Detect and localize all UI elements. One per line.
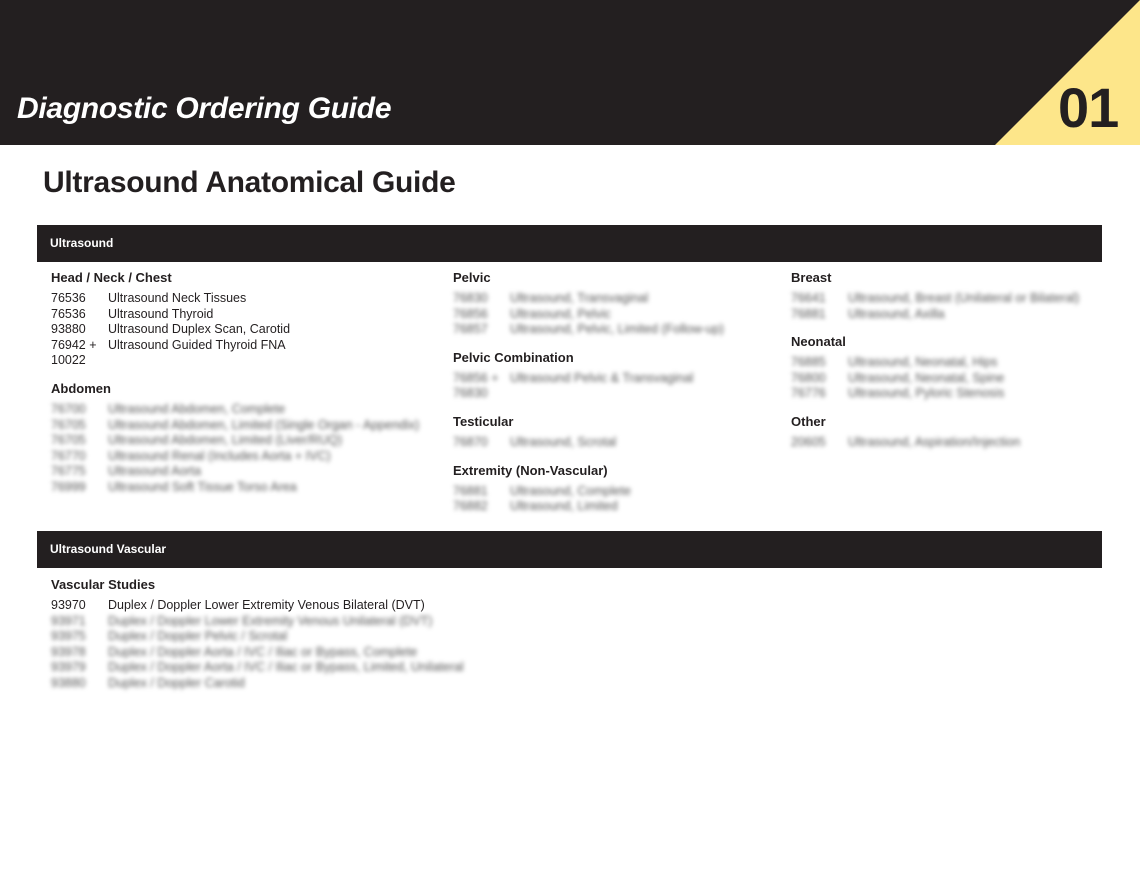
column-1 <box>51 270 419 508</box>
code-list <box>51 291 419 369</box>
cpt-code: 76830 <box>453 386 488 401</box>
column-vascular <box>51 577 464 704</box>
cpt-code: 76536 <box>51 306 86 321</box>
code-row <box>51 338 419 354</box>
code-list <box>51 598 464 692</box>
cpt-code: 76942 + <box>51 337 97 352</box>
code-row <box>51 598 464 614</box>
code-list <box>453 435 724 451</box>
procedure-description: Ultrasound, Aspiration/Injection <box>848 434 1021 449</box>
code-list <box>51 402 419 496</box>
cpt-code: 76770 <box>51 448 86 463</box>
cpt-code: 76999 <box>51 479 86 494</box>
code-row <box>453 386 724 402</box>
code-row <box>51 402 419 418</box>
code-row <box>453 435 724 451</box>
section-label: Ultrasound <box>50 236 114 250</box>
procedure-description: Ultrasound Abdomen, Complete <box>108 401 286 416</box>
cpt-code: 76885 <box>791 355 826 370</box>
code-row <box>51 353 419 369</box>
code-row <box>453 499 724 515</box>
procedure-description: Ultrasound Neck Tissues <box>108 291 247 305</box>
group-title: Vascular Studies <box>51 577 156 592</box>
procedure-description: Duplex / Doppler Aorta / IVC / Iliac or Bypass, Complete <box>108 644 418 659</box>
procedure-description: Ultrasound Thyroid <box>108 306 214 321</box>
cpt-code: 76881 <box>453 483 488 498</box>
code-row <box>453 322 724 338</box>
page-number: 01 <box>1058 76 1119 139</box>
code-list <box>791 291 1079 322</box>
section-label: Ultrasound Vascular <box>50 542 167 556</box>
code-row <box>453 291 724 307</box>
code-list <box>791 355 1079 402</box>
code-row <box>51 614 464 630</box>
cpt-code: 76705 <box>51 433 86 448</box>
code-row <box>51 464 419 480</box>
cpt-code: 93970 <box>51 598 86 612</box>
cpt-code: 76700 <box>51 401 86 416</box>
code-row <box>51 322 419 338</box>
procedure-description: Ultrasound, Complete <box>510 483 631 498</box>
procedure-description: Ultrasound, Pyloric Stenosis <box>848 386 1005 401</box>
code-row <box>791 435 1079 451</box>
cpt-code: 93975 <box>51 629 86 644</box>
procedure-description: Ultrasound, Transvaginal <box>510 291 649 305</box>
column-2 <box>453 270 724 527</box>
cpt-code: 76776 <box>791 386 826 401</box>
group-title: Testicular <box>453 413 514 429</box>
procedure-description: Ultrasound Abdomen, Limited (Liver/RUQ) <box>108 433 343 448</box>
procedure-description: Ultrasound, Scrotal <box>510 434 617 449</box>
code-row <box>791 386 1079 402</box>
procedure-description: Ultrasound, Neonatal, Spine <box>848 370 1005 385</box>
group-title: Other <box>791 413 826 429</box>
code-row <box>51 307 419 323</box>
header-bar <box>0 0 1140 145</box>
procedure-description: Ultrasound, Breast (Unilateral or Bilateral) <box>848 291 1080 305</box>
procedure-description: Ultrasound Soft Tissue Torso Area <box>108 479 297 494</box>
procedure-description: Ultrasound Pelvic & Transvaginal <box>510 370 694 385</box>
cpt-code: 76800 <box>791 370 826 385</box>
cpt-code: 76856 + <box>453 370 499 385</box>
code-row <box>51 480 419 496</box>
procedure-description: Ultrasound Renal (Includes Aorta + IVC) <box>108 448 331 463</box>
group-title: Abdomen <box>51 380 111 396</box>
cpt-code: 93880 <box>51 322 86 337</box>
procedure-description: Ultrasound Abdomen, Limited (Single Organ - Appendix) <box>108 417 420 432</box>
cpt-code: 93880 <box>51 675 86 690</box>
guide-title: Diagnostic Ordering Guide <box>17 92 392 125</box>
procedure-description: Ultrasound, Limited <box>510 499 618 514</box>
procedure-description: Duplex / Doppler Carotid <box>108 675 245 690</box>
code-list <box>453 371 724 402</box>
procedure-description: Ultrasound Guided Thyroid FNA <box>108 337 286 352</box>
group-title: Breast <box>791 270 832 285</box>
code-row <box>51 629 464 645</box>
group-title: Pelvic Combination <box>453 349 574 365</box>
code-row <box>51 645 464 661</box>
group-title: Extremity (Non-Vascular) <box>453 462 608 478</box>
code-row <box>791 307 1079 323</box>
code-row <box>453 307 724 323</box>
cpt-code: 93978 <box>51 644 86 659</box>
page-title: Ultrasound Anatomical Guide <box>43 166 456 199</box>
code-list <box>453 291 724 338</box>
cpt-code: 76856 <box>453 306 488 321</box>
code-row <box>51 433 419 449</box>
cpt-code: 10022 <box>51 353 86 368</box>
procedure-description: Duplex / Doppler Aorta / IVC / Iliac or Bypass, Limited, Unilateral <box>108 660 464 675</box>
procedure-description: Ultrasound, Axilla <box>848 306 945 321</box>
group-title: Pelvic <box>453 270 491 285</box>
code-row <box>791 371 1079 387</box>
cpt-code: 76857 <box>453 322 488 337</box>
section-header-ultrasound-vascular <box>37 531 1102 568</box>
procedure-description: Duplex / Doppler Pelvic / Scrotal <box>108 629 288 644</box>
code-row <box>791 291 1079 307</box>
cpt-code: 76705 <box>51 417 86 432</box>
code-row <box>51 291 419 307</box>
procedure-description: Ultrasound, Pelvic <box>510 306 611 321</box>
cpt-code: 76641 <box>791 291 826 305</box>
procedure-description: Ultrasound, Pelvic, Limited (Follow-up) <box>510 322 724 337</box>
cpt-code: 76775 <box>51 464 86 479</box>
code-row <box>453 371 724 387</box>
cpt-code: 76870 <box>453 434 488 449</box>
procedure-description: Ultrasound Aorta <box>108 464 202 479</box>
cpt-code: 76881 <box>791 306 826 321</box>
cpt-code: 20605 <box>791 434 826 449</box>
cpt-code: 93971 <box>51 613 86 628</box>
code-list <box>791 435 1079 451</box>
cpt-code: 76830 <box>453 291 488 305</box>
section-header-ultrasound <box>37 225 1102 262</box>
procedure-description: Ultrasound, Neonatal, Hips <box>848 355 998 370</box>
code-row <box>791 355 1079 371</box>
cpt-code: 76536 <box>51 291 86 305</box>
procedure-description: Duplex / Doppler Lower Extremity Venous Bilateral (DVT) <box>108 598 425 612</box>
code-row <box>51 660 464 676</box>
cpt-code: 76882 <box>453 499 488 514</box>
code-row <box>51 418 419 434</box>
code-row <box>51 449 419 465</box>
cpt-code: 93979 <box>51 660 86 675</box>
procedure-description: Ultrasound Duplex Scan, Carotid <box>108 322 291 337</box>
code-row <box>51 676 464 692</box>
group-title: Head / Neck / Chest <box>51 270 172 285</box>
group-title: Neonatal <box>791 334 846 350</box>
column-3 <box>791 270 1079 463</box>
code-list <box>453 484 724 515</box>
procedure-description: Duplex / Doppler Lower Extremity Venous Unilateral (DVT) <box>108 613 433 628</box>
code-row <box>453 484 724 500</box>
